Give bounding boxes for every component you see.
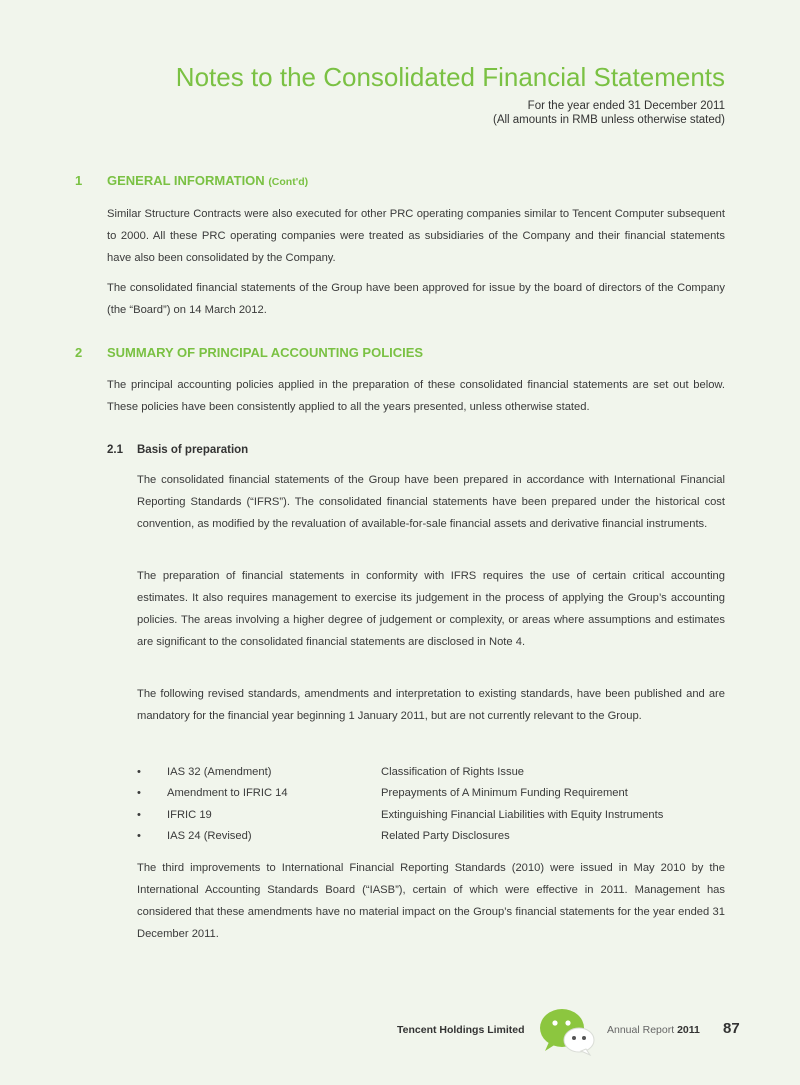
subsection-2-1-number: 2.1 — [107, 444, 123, 456]
list-item — [137, 804, 725, 826]
subsection-2-1-heading — [107, 444, 248, 456]
section-1-heading — [75, 173, 308, 188]
section-2-heading — [75, 345, 423, 360]
standard-description: Extinguishing Financial Liabilities with Equity Instruments — [381, 808, 664, 821]
bullet-icon: • — [137, 808, 141, 821]
footer-report-year: 2011 — [677, 1024, 700, 1036]
footer-report-label — [607, 1024, 700, 1036]
section-2-number: 2 — [75, 345, 83, 360]
bullet-icon: • — [137, 787, 141, 800]
subsection-2-1-paragraph-4: The third improvements to International Financial Reporting Standards (2010) were issued in May 2010 by the International Accounting Standards Board (“IASB”), certain of which were effective in 2011. Management has considered that these amendments have no material impact on the Group’s financial statements for the year ended 31 December 2011. — [137, 862, 725, 940]
standards-list — [137, 761, 725, 847]
standard-name: IFRIC 19 — [167, 808, 212, 821]
subsection-2-1-paragraph-1: The consolidated financial statements of the Group have been prepared in accordance with International Financial Reporting Standards (“IFRS”). The consolidated financial statements have been prepared under the historical cost convention, as modified by the revaluation of available-for-sale financial assets and derivative financial instruments. — [137, 474, 725, 530]
standard-description: Related Party Disclosures — [381, 830, 510, 843]
section-1-title: GENERAL INFORMATION — [107, 173, 265, 188]
page-subtitle — [493, 99, 725, 127]
bullet-icon: • — [137, 830, 141, 843]
list-item — [137, 826, 725, 848]
footer-company-name: Tencent Holdings Limited — [397, 1024, 525, 1036]
wechat-logo-icon — [535, 1004, 597, 1056]
list-item — [137, 783, 725, 805]
standard-name: Amendment to IFRIC 14 — [167, 787, 288, 800]
page-title: Notes to the Consolidated Financial Statements — [175, 62, 725, 92]
section-2-paragraph-1: The principal accounting policies applied in the preparation of these consolidated financial statements are set out below. These policies have been consistently applied to all the years presented, unless otherwise stated. — [107, 379, 725, 413]
subsection-2-1-title: Basis of preparation — [137, 444, 249, 456]
section-1-number: 1 — [75, 173, 83, 188]
standard-description: Prepayments of A Minimum Funding Requirement — [381, 787, 628, 800]
section-1-cont-label: (Cont'd) — [268, 176, 309, 188]
subtitle-currency-note: (All amounts in RMB unless otherwise stated) — [492, 114, 725, 126]
subsection-2-1-paragraph-3: The following revised standards, amendments and interpretation to existing standards, have been published and are mandatory for the financial year beginning 1 January 2011, but are not currently relevant to the Group. — [137, 688, 725, 722]
standard-name: IAS 32 (Amendment) — [167, 765, 272, 778]
section-1-paragraph-2: The consolidated financial statements of the Group have been approved for issue by the board of directors of the Company (the “Board”) on 14 March 2012. — [107, 282, 725, 316]
bullet-icon: • — [137, 765, 141, 778]
subtitle-period: For the year ended 31 December 2011 — [527, 100, 725, 112]
footer-report-text: Annual Report — [607, 1024, 675, 1036]
section-1-paragraph-1: Similar Structure Contracts were also executed for other PRC operating companies similar to Tencent Computer subsequent to 2000. All these PRC operating companies were treated as subsidiaries of the Company and their financial statements have also been consolidated by the Company. — [107, 208, 725, 264]
list-item — [137, 761, 725, 783]
standard-description: Classification of Rights Issue — [381, 765, 525, 778]
standard-name: IAS 24 (Revised) — [167, 830, 252, 843]
subsection-2-1-paragraph-2: The preparation of financial statements in conformity with IFRS requires the use of certain critical accounting estimates. It also requires management to exercise its judgement in the process of applying the Group’s accounting policies. The areas involving a higher degree of judgement or complexity, or areas where assumptions and estimates are significant to the consolidated financial statements are disclosed in Note 4. — [137, 570, 725, 648]
section-2-title: SUMMARY OF PRINCIPAL ACCOUNTING POLICIES — [107, 345, 424, 360]
page-number: 87 — [723, 1020, 740, 1037]
